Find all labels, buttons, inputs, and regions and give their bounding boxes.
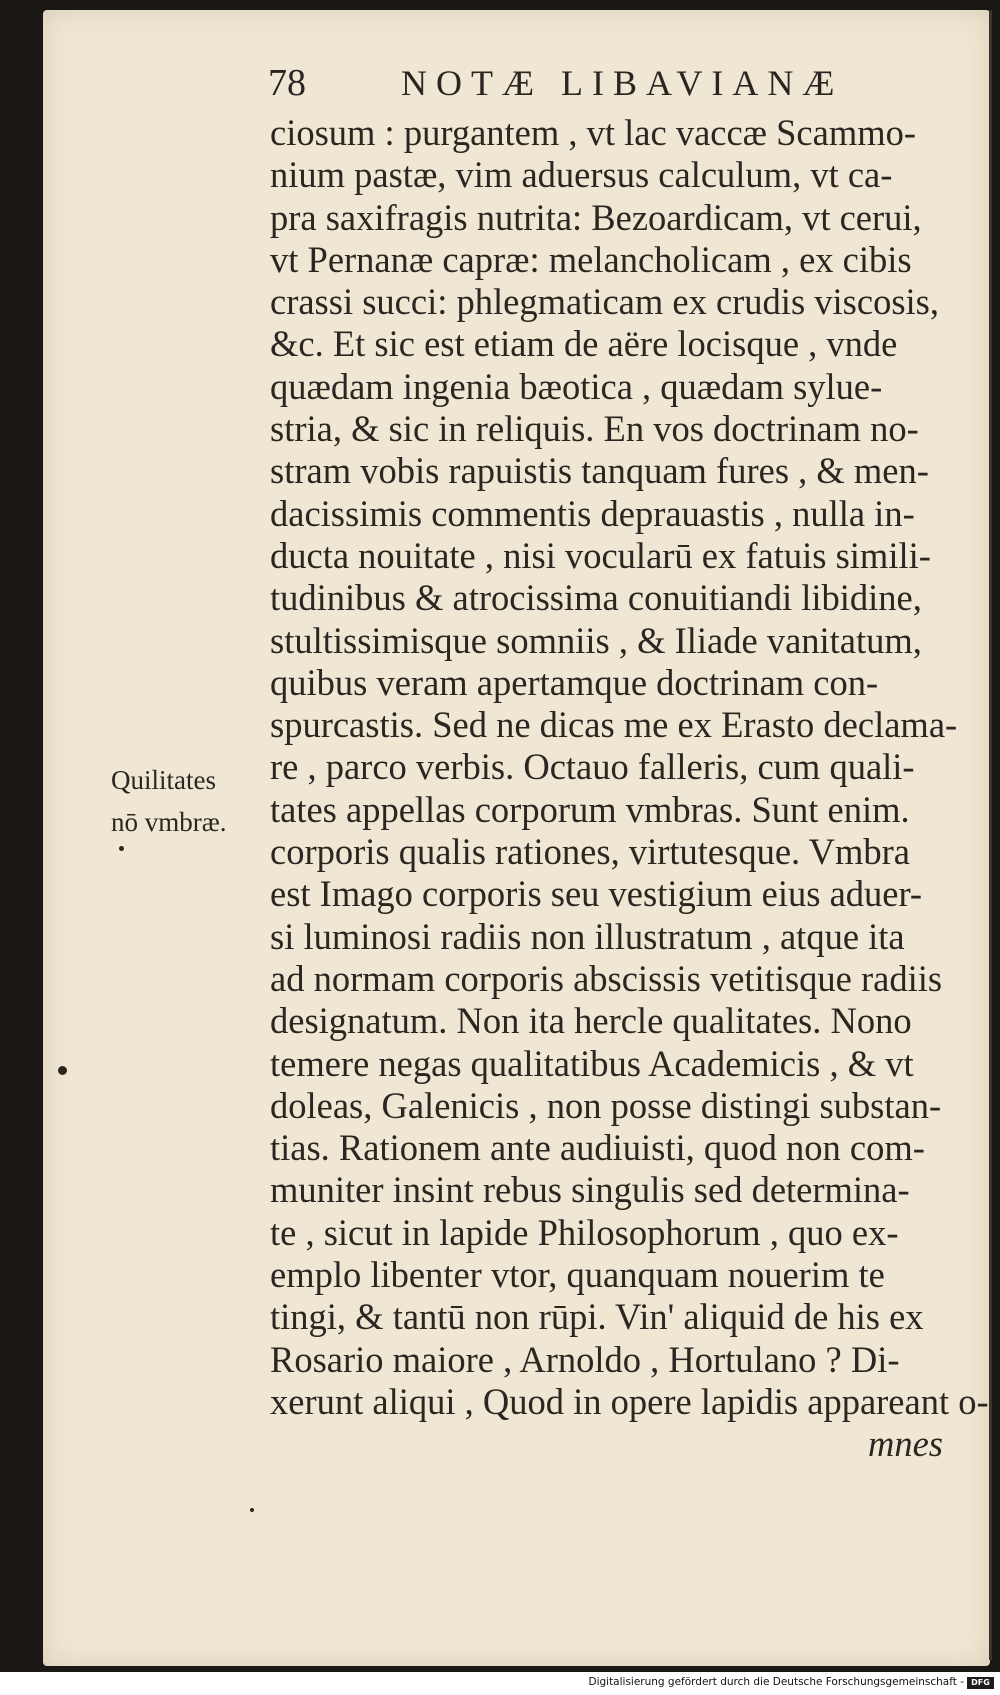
text-line: ad normam corporis abscissis vetitisque radiis bbox=[270, 957, 943, 999]
text-line: quædam ingenia bæotica , quædam sylue- bbox=[270, 365, 883, 407]
margin-note-line: Quilitates bbox=[111, 765, 216, 795]
text-line: nium pastæ, vim aduersus calculum, vt ca- bbox=[270, 154, 893, 196]
text-line: pra saxifragis nutrita: Bezoardicam, vt cerui, bbox=[270, 196, 922, 238]
text-line: stria, & sic in reliquis. En vos doctrinam no- bbox=[270, 408, 919, 450]
text-line: designatum. Non ita hercle qualitates. Nono bbox=[270, 1000, 912, 1042]
text-line: muniter insint rebus singulis sed determina- bbox=[270, 1169, 910, 1211]
page-header bbox=[268, 58, 928, 108]
text-line: re , parco verbis. Octauo falleris, cum quali- bbox=[270, 746, 915, 788]
text-line: doleas, Galenicis , non posse distingi substan- bbox=[270, 1084, 942, 1126]
text-line: si luminosi radiis non illustratum , atque ita bbox=[270, 915, 905, 957]
text-line: stultissimisque somniis , & Iliade vanitatum, bbox=[270, 619, 922, 661]
text-line: ducta nouitate , nisi vocularū ex fatuis simili- bbox=[270, 534, 931, 576]
text-line: vt Pernanæ capræ: melancholicam , ex cibis bbox=[270, 238, 912, 280]
text-line: tudinibus & atrocissima conuitiandi libidine, bbox=[270, 577, 922, 619]
text-line: corporis qualis rationes, virtutesque. Vmbra bbox=[270, 831, 910, 873]
text-line: ciosum : purgantem , vt lac vaccæ Scammo- bbox=[270, 112, 917, 153]
funding-credit: Digitalisierung gefördert durch die Deutsche Forschungsgemeinschaft - bbox=[588, 1676, 964, 1688]
text-line: temere negas qualitatibus Academicis , & vt bbox=[270, 1042, 914, 1084]
ink-speck bbox=[119, 846, 124, 851]
text-line: emplo libenter vtor, quanquam nouerim te bbox=[270, 1254, 885, 1296]
text-line: xerunt aliqui , Quod in opere lapidis appareant o- bbox=[270, 1380, 989, 1422]
text-line: tates appellas corporum vmbras. Sunt enim. bbox=[270, 788, 910, 830]
dfg-logo: DFG bbox=[967, 1677, 994, 1689]
margin-note-line: nō vmbræ. bbox=[111, 807, 227, 838]
margin-note bbox=[111, 759, 271, 844]
body-text bbox=[270, 112, 989, 1466]
ink-speck bbox=[250, 1508, 254, 1512]
text-line: spurcastis. Sed ne dicas me ex Erasto declama- bbox=[270, 704, 958, 746]
text-line: est Imago corporis seu vestigium eius aduer- bbox=[270, 873, 923, 915]
page-edge bbox=[989, 10, 992, 1660]
page-number: 78 bbox=[268, 62, 306, 104]
text-line: quibus veram apertamque doctrinam con- bbox=[270, 661, 879, 703]
text-line: tingi, & tantū non rūpi. Vin' aliquid de his ex bbox=[270, 1296, 924, 1338]
text-line: stram vobis rapuistis tanquam fures , & men- bbox=[270, 450, 929, 492]
text-line: tias. Rationem ante audiuisti, quod non com- bbox=[270, 1127, 925, 1169]
running-title: NOTÆ LIBAVIANÆ bbox=[401, 63, 844, 103]
text-line: Rosario maiore , Arnoldo , Hortulano ? Di- bbox=[270, 1338, 900, 1380]
text-line: dacissimis commentis deprauastis , nulla in- bbox=[270, 492, 915, 534]
ink-speck bbox=[58, 1066, 67, 1075]
text-line: &c. Et sic est etiam de aëre locisque , vnde bbox=[270, 323, 898, 365]
footer-bar bbox=[0, 1672, 1000, 1695]
catchword: mnes bbox=[867, 1423, 943, 1465]
text-line: crassi succi: phlegmaticam ex crudis viscosis, bbox=[270, 281, 939, 323]
text-line: te , sicut in lapide Philosophorum , quo ex- bbox=[270, 1211, 899, 1253]
